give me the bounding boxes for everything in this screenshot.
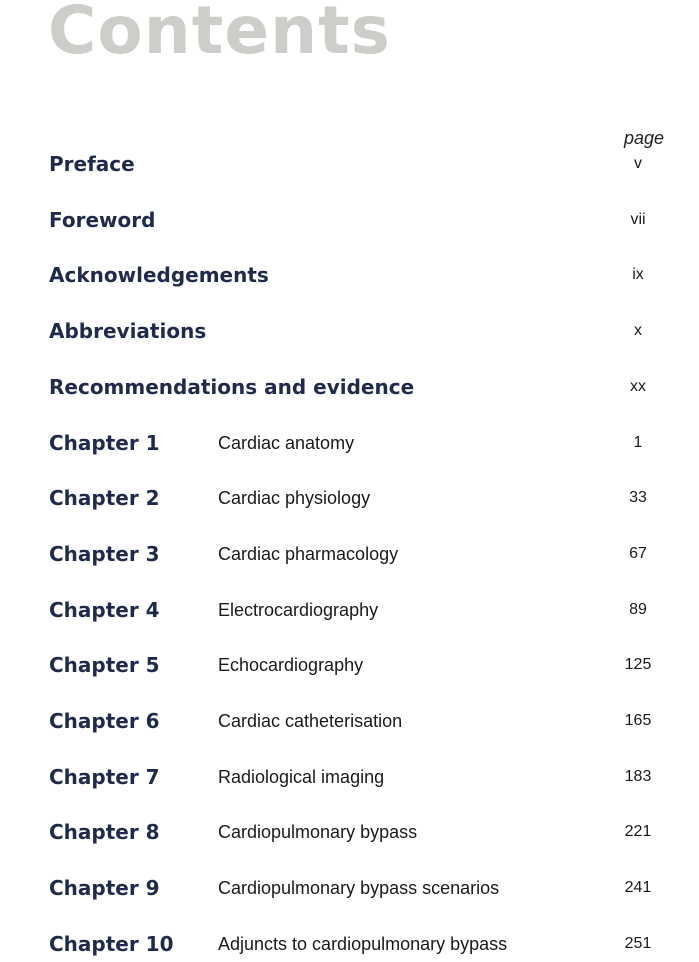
chapter-title: Electrocardiography <box>218 599 379 620</box>
chapter-title: Cardiac anatomy <box>218 432 355 453</box>
entry-label: Preface <box>49 152 135 176</box>
page-number: 241 <box>624 879 652 897</box>
entry-label: Chapter 1 <box>49 430 160 455</box>
toc-entry[interactable] <box>0 653 699 683</box>
entry-label: Chapter 3 <box>49 541 160 566</box>
page-column-header: page <box>623 128 665 148</box>
page-number: 1 <box>633 433 643 451</box>
page-number: 165 <box>624 712 652 729</box>
entry-label: Acknowledgements <box>49 263 269 288</box>
page-number: 221 <box>624 823 652 841</box>
page-number: 183 <box>624 767 652 785</box>
toc-entry[interactable] <box>0 486 699 516</box>
page-number: x <box>634 322 642 340</box>
entry-label: Chapter 9 <box>49 876 160 901</box>
page-number: 125 <box>624 656 652 674</box>
toc-entry[interactable] <box>0 709 699 739</box>
toc-entry[interactable] <box>0 932 699 962</box>
toc-entry[interactable] <box>0 152 699 182</box>
entry-label: Foreword <box>49 207 156 232</box>
page-number: vii <box>630 210 646 228</box>
entry-label: Chapter 4 <box>49 597 160 622</box>
entry-label: Chapter 8 <box>49 820 160 845</box>
page-number: v <box>634 155 642 172</box>
page-title: Contents <box>48 0 391 69</box>
entry-label: Chapter 2 <box>49 486 160 511</box>
entry-label: Chapter 6 <box>49 709 160 733</box>
page-number: 251 <box>624 934 652 952</box>
toc-entry[interactable] <box>0 876 699 906</box>
entry-label: Chapter 5 <box>49 653 160 678</box>
chapter-title: Echocardiography <box>218 655 364 676</box>
chapter-title: Cardiac physiology <box>218 488 371 509</box>
toc-entry[interactable] <box>0 542 699 572</box>
page-number: 89 <box>629 600 647 618</box>
page-number: 67 <box>629 544 647 562</box>
toc-entry[interactable] <box>0 319 699 349</box>
chapter-title: Radiological imaging <box>218 766 385 787</box>
chapter-title: Cardiac catheterisation <box>218 711 403 731</box>
toc-entry[interactable] <box>0 431 699 461</box>
toc-entry[interactable] <box>0 208 699 238</box>
toc-entry[interactable] <box>0 820 699 850</box>
toc-entry[interactable] <box>0 765 699 795</box>
page-number: 33 <box>629 489 647 507</box>
chapter-title: Cardiopulmonary bypass <box>218 822 418 843</box>
toc-entry[interactable] <box>0 598 699 628</box>
chapter-title: Cardiac pharmacology <box>218 543 399 564</box>
entry-label: Chapter 7 <box>49 764 160 789</box>
page-number: xx <box>630 377 646 395</box>
toc-entry[interactable] <box>0 375 699 405</box>
chapter-title: Cardiopulmonary bypass scenarios <box>218 878 500 899</box>
entry-label: Abbreviations <box>49 319 207 344</box>
toc-entry[interactable] <box>0 263 699 293</box>
entry-label: Recommendations and evidence <box>49 374 415 399</box>
chapter-title: Adjuncts to cardiopulmonary bypass <box>218 933 508 954</box>
page-number: ix <box>632 266 644 284</box>
entry-label: Chapter 10 <box>49 931 174 956</box>
